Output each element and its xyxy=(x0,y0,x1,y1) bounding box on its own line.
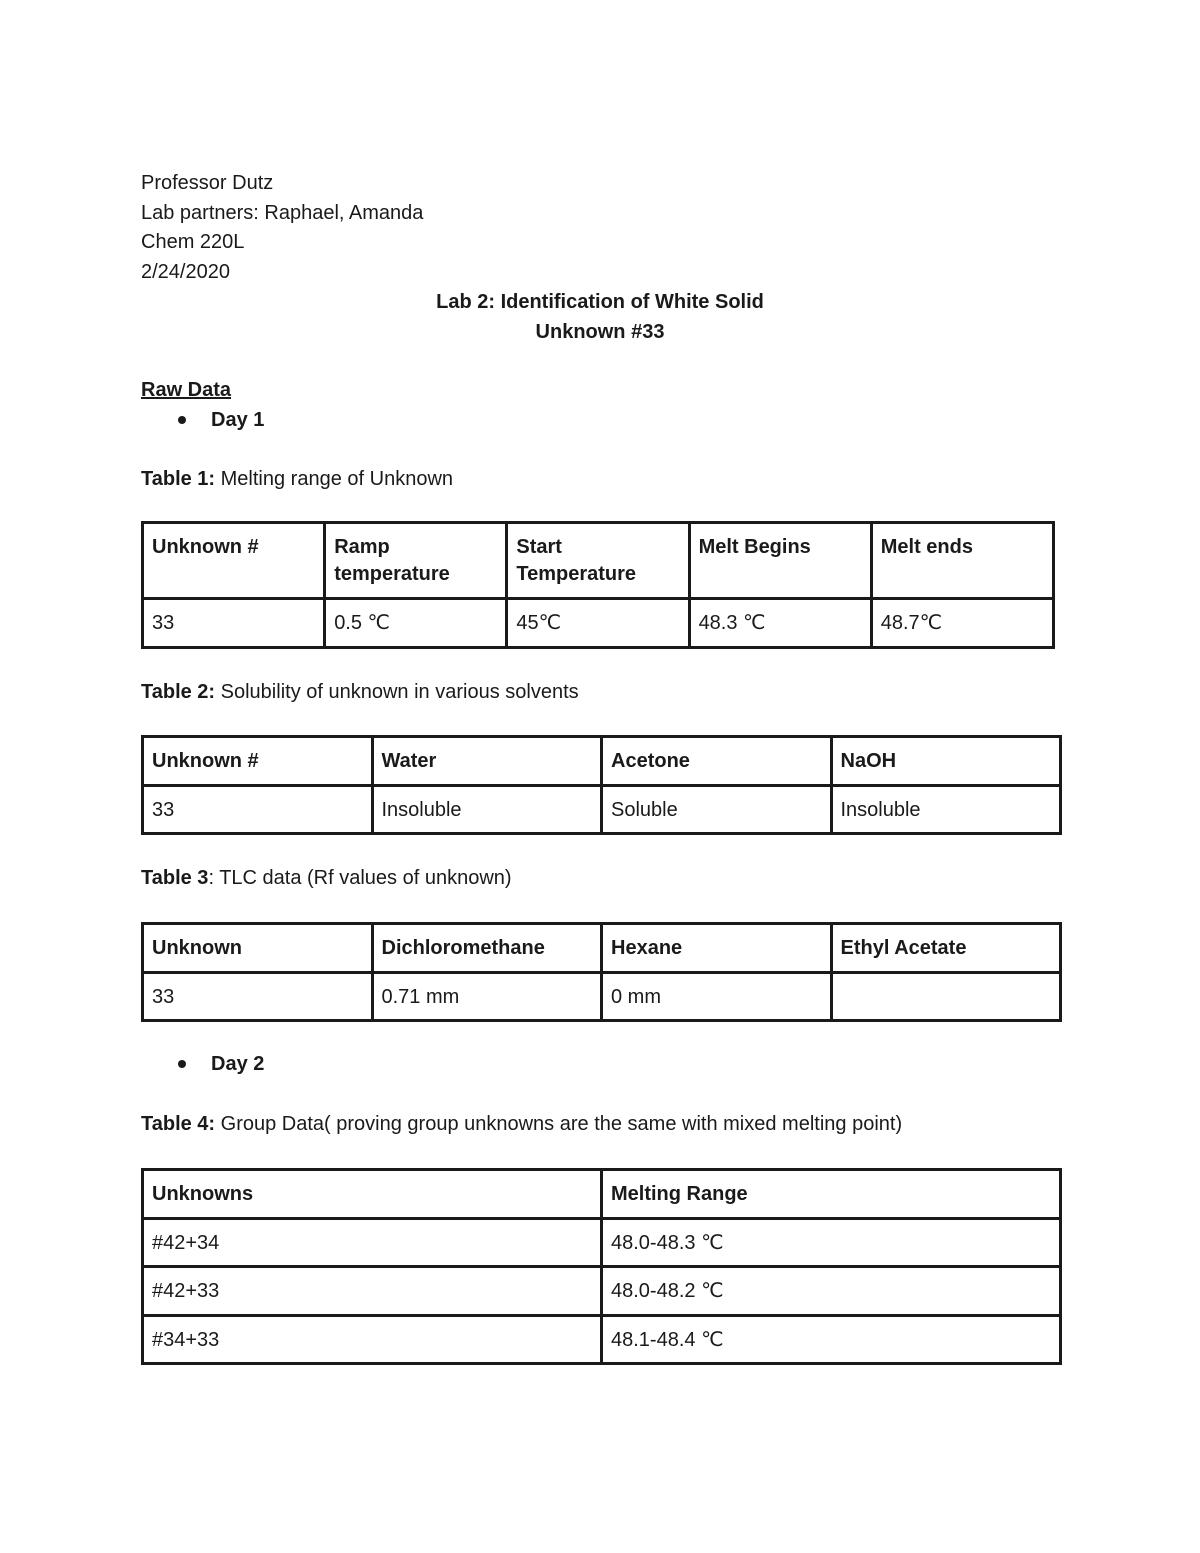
table3-caption xyxy=(141,866,512,890)
table-header-cell: Hexane xyxy=(602,924,832,973)
table4-caption-text: Group Data( proving group unknowns are the same with mixed melting point) xyxy=(215,1113,903,1135)
course-line: Chem 220L xyxy=(141,231,245,253)
raw-data-heading: Raw Data xyxy=(141,379,232,401)
table-header-row xyxy=(143,1170,1061,1219)
table4-caption xyxy=(141,1112,902,1136)
table-cell: 33 xyxy=(143,599,325,648)
group-data-table xyxy=(141,1168,1062,1365)
day2-bullet xyxy=(178,1052,264,1076)
date-line: 2/24/2020 xyxy=(141,261,230,283)
table-cell: 48.0-48.2 ℃ xyxy=(602,1267,1061,1316)
table-cell: #42+34 xyxy=(143,1219,602,1267)
table-cell: Insoluble xyxy=(372,786,602,834)
table-cell: #42+33 xyxy=(143,1267,602,1316)
table-header-cell: Ethyl Acetate xyxy=(831,924,1061,973)
table-header-cell: Unknown # xyxy=(143,737,373,786)
table1-caption-text: Melting range of Unknown xyxy=(215,468,454,490)
table-cell: 48.1-48.4 ℃ xyxy=(602,1316,1061,1364)
table-cell: 0 mm xyxy=(602,973,832,1021)
table-header-row xyxy=(143,924,1061,973)
document-subtitle: Unknown #33 xyxy=(535,321,665,343)
day1-bullet xyxy=(178,408,264,432)
table-header-cell: Acetone xyxy=(602,737,832,786)
table-cell: 48.0-48.3 ℃ xyxy=(602,1219,1061,1267)
table3-caption-text: : TLC data (Rf values of unknown) xyxy=(208,867,512,889)
table-header-row xyxy=(143,523,1054,599)
table-cell: 48.7℃ xyxy=(871,599,1053,648)
table-header-cell: Ramp temperature xyxy=(325,523,507,599)
melting-range-table xyxy=(141,521,1055,649)
table-cell xyxy=(831,973,1061,1021)
bullet-dot-icon xyxy=(178,1060,186,1068)
table-cell: 45℃ xyxy=(507,599,689,648)
table1-caption xyxy=(141,467,453,491)
bullet-dot-icon xyxy=(178,416,186,424)
table-cell: 48.3 ℃ xyxy=(689,599,871,648)
table-cell: Soluble xyxy=(602,786,832,834)
table-row xyxy=(143,599,1054,648)
table-header-cell: Dichloromethane xyxy=(372,924,602,973)
table-header-cell: NaOH xyxy=(831,737,1061,786)
table-cell: 0.5 ℃ xyxy=(325,599,507,648)
day2-label: Day 2 xyxy=(211,1053,265,1075)
table2-caption-text: Solubility of unknown in various solvents xyxy=(215,681,579,703)
table-row xyxy=(143,973,1061,1021)
table2-caption xyxy=(141,680,579,704)
table4-label: Table 4: xyxy=(141,1113,216,1135)
table2-label: Table 2: xyxy=(141,681,216,703)
table-row xyxy=(143,1267,1061,1316)
table-header-cell: Start Temperature xyxy=(507,523,689,599)
table3-label: Table 3 xyxy=(141,867,209,889)
table-header-cell: Water xyxy=(372,737,602,786)
table1-label: Table 1: xyxy=(141,468,216,490)
table-header-cell: Unknown xyxy=(143,924,373,973)
table-row xyxy=(143,1219,1061,1267)
table-header-cell: Unknown # xyxy=(143,523,325,599)
table-cell: 33 xyxy=(143,973,373,1021)
table-row xyxy=(143,1316,1061,1364)
document-title: Lab 2: Identification of White Solid xyxy=(436,291,764,313)
table-cell: 0.71 mm xyxy=(372,973,602,1021)
table-header-cell: Unknowns xyxy=(143,1170,602,1219)
lab-partners-line: Lab partners: Raphael, Amanda xyxy=(141,202,424,224)
table-row xyxy=(143,786,1061,834)
professor-line: Professor Dutz xyxy=(141,172,274,194)
table-cell: Insoluble xyxy=(831,786,1061,834)
day1-label: Day 1 xyxy=(211,409,265,431)
table-cell: 33 xyxy=(143,786,373,834)
table-header-row xyxy=(143,737,1061,786)
table-cell: #34+33 xyxy=(143,1316,602,1364)
table-header-cell: Melt ends xyxy=(871,523,1053,599)
table-header-cell: Melt Begins xyxy=(689,523,871,599)
table-header-cell: Melting Range xyxy=(602,1170,1061,1219)
tlc-table xyxy=(141,922,1062,1022)
solubility-table xyxy=(141,735,1062,835)
